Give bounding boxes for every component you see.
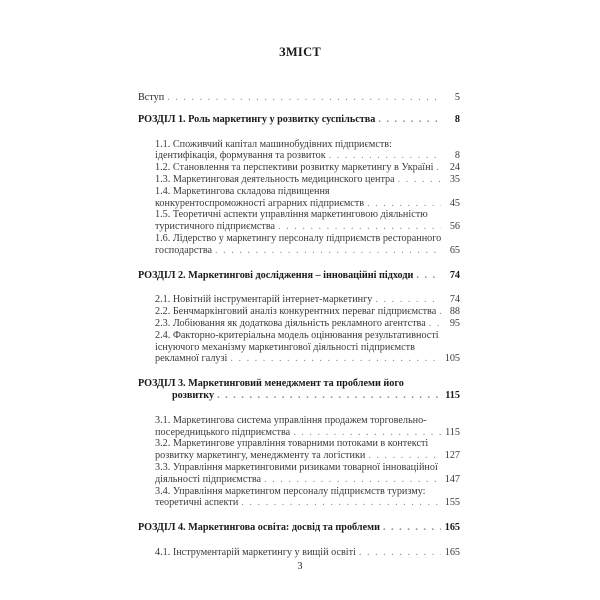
toc-entry-line (155, 162, 460, 174)
toc-entry-line (155, 174, 460, 186)
dot-leader (375, 294, 441, 306)
spacer (138, 365, 460, 378)
toc-chapters (138, 104, 460, 559)
toc-entry-text: РОЗДІЛ 1. Роль маркетингу у розвитку суспільства (138, 113, 376, 125)
toc-page-number: 105 (444, 353, 460, 365)
toc-section-3-3 (138, 462, 460, 486)
toc-section-2-2 (138, 306, 460, 318)
toc-entry-text: 3.4. Управління маркетингом персоналу підприємств туризму: (155, 485, 426, 497)
toc-page-number: 115 (445, 426, 460, 438)
toc-entry-line (155, 547, 460, 559)
toc-entry-line (155, 294, 460, 306)
table-of-contents (138, 92, 460, 559)
toc-page-number: 56 (449, 221, 460, 233)
dot-leader (329, 150, 441, 162)
toc-page-number: 5 (454, 92, 460, 103)
toc-entry-line (155, 318, 460, 330)
toc-entry-line (155, 150, 460, 162)
dot-leader (241, 497, 441, 509)
dot-leader (378, 114, 441, 126)
toc-section-1-5 (138, 209, 460, 233)
toc-section-2-4 (138, 330, 460, 365)
toc-entry-text: РОЗДІЛ 2. Маркетингові дослідження – інноваційні підходи (138, 269, 414, 281)
toc-entry-text: 2.4. Факторно-критеріальна модель оцінювання результативності (155, 329, 439, 341)
spacer (138, 104, 460, 114)
toc-section-4-1 (138, 547, 460, 559)
toc-entry-line (138, 522, 460, 534)
toc-entry-text: посередницького підприємства (155, 426, 291, 438)
toc-section-1-3 (138, 174, 460, 186)
dot-leader (367, 198, 441, 210)
dot-leader (383, 522, 441, 534)
toc-page-number: 8 (454, 113, 460, 125)
toc-entry-text: туристичного підприємства (155, 221, 276, 233)
toc-page-number: 35 (449, 173, 460, 185)
toc-page-number: 88 (449, 306, 460, 318)
toc-page-number: 127 (444, 450, 460, 462)
toc-entry-line (155, 353, 460, 365)
toc-section-3-1 (138, 415, 460, 439)
toc-chapter-2 (138, 270, 460, 282)
toc-entry-text: діяльності підприємства (155, 473, 262, 485)
dot-leader (217, 390, 441, 402)
toc-entry-line (155, 221, 460, 233)
toc-section-1-6 (138, 233, 460, 257)
dot-leader (416, 270, 441, 282)
toc-entry-text: Вступ (138, 92, 165, 103)
toc-entry-text: 1.5. Теоретичні аспекти управління маркетинговою діяльністю (155, 209, 428, 221)
spacer (138, 402, 460, 415)
toc-entry-line (155, 198, 460, 210)
spacer (138, 281, 460, 294)
toc-entry-text: 2.2. Бенчмаркінговий аналіз конкурентних переваг підприємства (155, 306, 437, 318)
toc-entry-text: 2.1. Новітній інструментарій інтернет-маркетингу (155, 294, 373, 306)
spacer (138, 257, 460, 270)
toc-chapter-4 (138, 522, 460, 534)
toc-entry-text: ідентифікація, формування та розвиток (155, 150, 326, 162)
toc-entry-line (138, 114, 460, 126)
spacer (138, 126, 460, 139)
dot-leader (167, 92, 441, 104)
toc-page-number: 24 (449, 162, 460, 174)
toc-entry-text: 1.6. Лідерство у маркетингу персоналу підприємств ресторанного (155, 232, 442, 244)
toc-entry-text: РОЗДІЛ 4. Маркетингова освіта: досвід та проблеми (138, 522, 380, 534)
toc-page-number: 155 (444, 497, 460, 509)
toc-entry-text: 1.4. Маркетингова складова підвищення (155, 185, 330, 197)
dot-leader (368, 450, 441, 462)
toc-section-2-1 (138, 294, 460, 306)
spacer (138, 509, 460, 522)
toc-entry-line (155, 427, 460, 439)
toc-entry-text: теоретичні аспекти (155, 497, 239, 509)
toc-entry-text: 3.1. Маркетингова система управління продажем торговельно- (155, 414, 427, 426)
toc-page-number: 8 (454, 150, 460, 162)
toc-entry-text: 3.3. Управління маркетинговими ризиками товарної інноваційної (155, 461, 438, 473)
toc-entry-intro (138, 92, 460, 104)
toc-entry-text: конкурентоспроможності аграрних підприємств (155, 197, 365, 209)
page-number: 3 (297, 561, 303, 572)
toc-page-number: 74 (449, 294, 460, 306)
toc-section-1-1 (138, 139, 460, 163)
toc-page-number: 95 (449, 317, 460, 329)
toc-entry-text: 1.3. Маркетинговая деятельность медицинского центра (155, 173, 395, 185)
toc-entry-line (155, 474, 460, 486)
toc-section-2-3 (138, 318, 460, 330)
toc-entry-text: 2.3. Лобіювання як додаткова діяльність рекламного агентства (155, 317, 426, 329)
toc-entry-text: 1.2. Становлення та перспективи розвитку маркетингу в Україні (155, 162, 434, 174)
dot-leader (439, 306, 441, 318)
dot-leader (215, 245, 441, 257)
toc-page-number: 165 (444, 546, 460, 558)
toc-page-number: 74 (449, 269, 460, 281)
toc-entry-text: РОЗДІЛ 3. Маркетинговий менеджмент та проблеми його (138, 378, 404, 390)
toc-entry-text: існуючого механізму маркетингової діяльності підприємств (155, 341, 415, 353)
dot-leader (264, 474, 441, 486)
dot-leader (398, 174, 441, 186)
toc-section-3-4 (138, 486, 460, 510)
dot-leader (230, 353, 441, 365)
toc-chapter-1 (138, 114, 460, 126)
toc-entry-text: рекламної галузі (155, 353, 228, 365)
toc-entry-line (155, 306, 460, 318)
toc-entry-line (138, 390, 460, 402)
dot-leader (429, 318, 441, 330)
toc-page-number: 45 (449, 197, 460, 209)
toc-entry-text: 4.1. Інструментарій маркетингу у вищій освіті (155, 546, 356, 558)
toc-entry-text: 3.2. Маркетингове управління товарними потоками в контексті (155, 438, 429, 450)
toc-entry-line (155, 450, 460, 462)
toc-entry-text: розвитку (172, 389, 215, 401)
toc-entry-line (155, 245, 460, 257)
toc-entry-line (138, 270, 460, 282)
toc-entry-text: господарства (155, 244, 213, 256)
toc-entry-text: розвитку маркетингу, менеджменту та логістики (155, 450, 366, 462)
toc-page-number: 147 (444, 473, 460, 485)
toc-chapter-3 (138, 378, 460, 402)
toc-section-3-2 (138, 438, 460, 462)
page-title: ЗМІСТ (278, 45, 322, 59)
toc-page-number: 65 (449, 244, 460, 256)
dot-leader (293, 427, 441, 439)
dot-leader (359, 547, 441, 559)
spacer (138, 534, 460, 547)
toc-page-number: 115 (445, 389, 460, 401)
toc-section-1-4 (138, 186, 460, 210)
toc-page-number: 165 (444, 522, 460, 534)
toc-entry-line (155, 497, 460, 509)
toc-entry-text: 1.1. Споживчий капітал машинобудівних підприємств: (155, 138, 392, 150)
dot-leader (436, 162, 441, 174)
toc-section-1-2 (138, 162, 460, 174)
dot-leader (278, 221, 441, 233)
